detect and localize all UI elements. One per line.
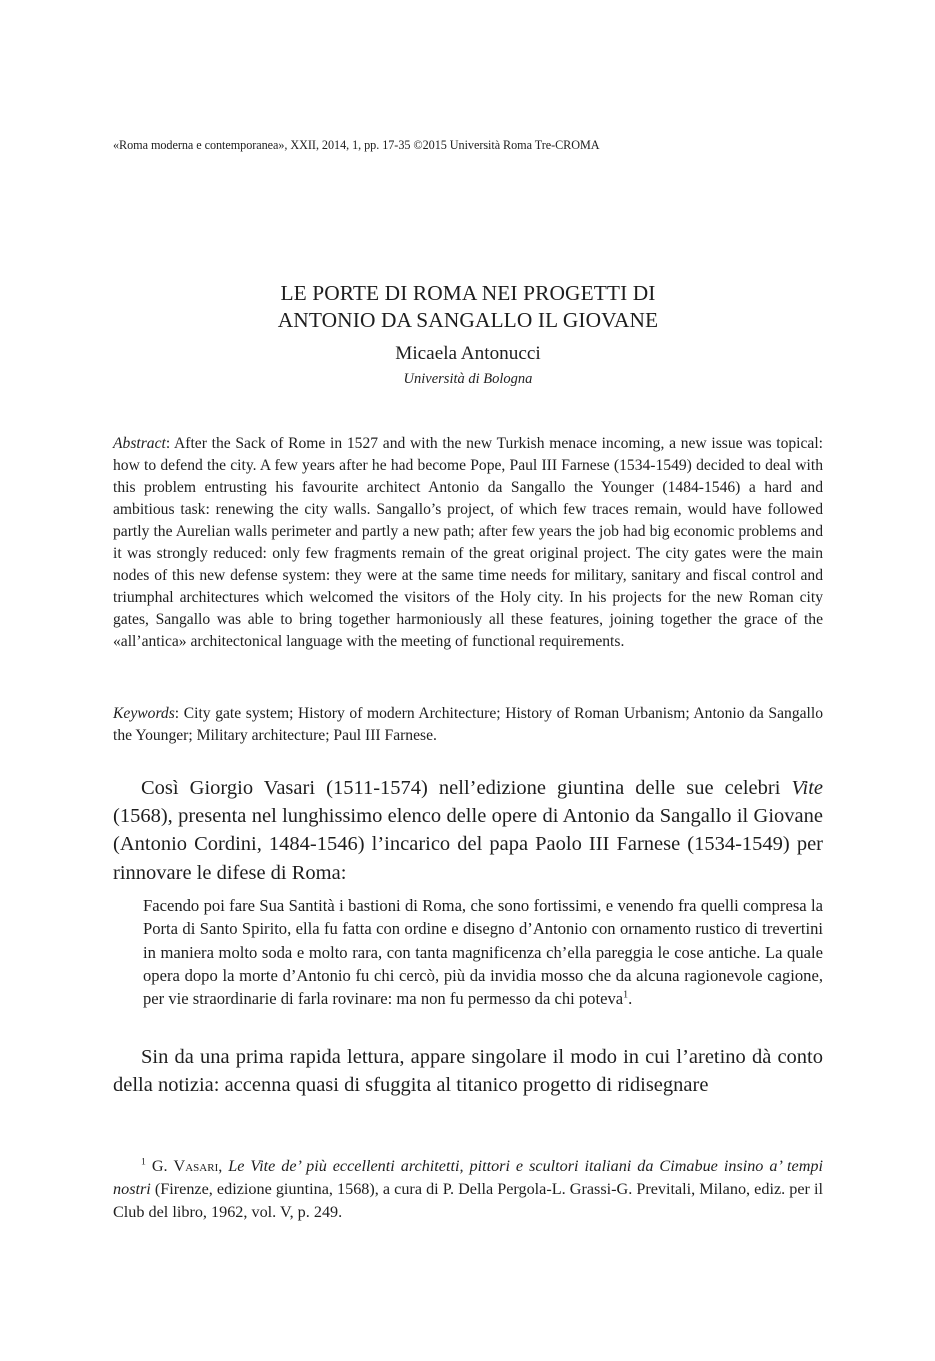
journal-citation-header: «Roma moderna e contemporanea», XXII, 2014, 1, pp. 17-35 ©2015 Università Roma Tre-CROMA bbox=[113, 138, 600, 152]
quote-end: . bbox=[628, 989, 633, 1009]
footnote-separator: , bbox=[218, 1157, 229, 1175]
author-affiliation: Università di Bologna bbox=[403, 371, 533, 387]
footnote-author-surname: Vasari bbox=[173, 1157, 219, 1175]
keywords bbox=[113, 703, 823, 747]
footnote-ref-1[interactable]: 1 bbox=[623, 989, 629, 1001]
article-title bbox=[113, 280, 823, 334]
keywords-label: Keywords bbox=[113, 705, 175, 722]
quote-text: Facendo poi fare Sua Santità i bastioni di Roma, che sono fortissimi, e venendo fra quelli compresa la Porta di Santo Spirito, ella fu fatta con ordine e disegno d’Antonio con ornamento rustico di trevertini in maniera molto soda e molto rara, con tanta magnificenza ch’ella pareggia le cose antiche. La quale opera dopo la morte d’Antonio fu chi cercò, più da invidia mosso che da alcuna ragionevole cagione, per vie straordinarie di farla rovinare: ma non fu permesso da chi poteva bbox=[143, 896, 823, 1009]
keywords-text: : City gate system; History of modern Architecture; History of Roman Urbanism; Antonio da Sangallo the Younger; Military architecture; Paul III Farnese. bbox=[113, 705, 823, 744]
footnote-rest: (Firenze, edizione giuntina, 1568), a cura di P. Della Pergola-L. Grassi-G. Previtali, Milano, ediz. per il Club del libro, 1962, vol. V, p. 249. bbox=[113, 1180, 823, 1221]
author-name: Micaela Antonucci bbox=[395, 343, 541, 364]
body-paragraph-1 bbox=[113, 774, 823, 887]
footnote-1 bbox=[113, 1155, 823, 1224]
footnote-number: 1 bbox=[141, 1156, 146, 1168]
footnote-author-initial: G. bbox=[151, 1157, 174, 1175]
abstract-label: Abstract bbox=[113, 435, 166, 452]
block-quote bbox=[143, 894, 823, 1010]
abstract-text: : After the Sack of Rome in 1527 and with the new Turkish menace incoming, a new issue was topical: how to defend the city. A few years after he had become Pope, Paul III Farnese (1534-1549) decided to deal with this problem entrusting his favourite architect Antonio da Sangallo the Younger (1484-1546) a hard and ambitious task: renewing the city walls. Sangallo’s project, of which few traces remain, would have followed partly the Aurelian walls perimeter and partly a new path; after few years the job had big economic problems and it was strongly reduced: only few fragments remain of the great original project. The city gates were the main nodes of this new defense system: they were at the same time needs for military, sanitary and fiscal control and triumphal architectures which welcomed the visitors of the Holy city. In his projects for the new Roman city gates, Sangallo was able to bring together harmoniously all these features, joining together the grace of the «all’antica» architectonical language with the meeting of functional requirements. bbox=[113, 435, 823, 650]
vite-title: Vite bbox=[791, 777, 823, 799]
body-paragraph-2: Sin da una prima rapida lettura, appare singolare il modo in cui l’aretino dà conto della notizia: accenna quasi di sfuggita al titanico progetto di ridisegnare bbox=[113, 1046, 823, 1097]
footnote-book-title: Le Vite de’ più eccellenti architetti, pittori e scultori italiani da Cimabue insino a’ tempi nostri bbox=[113, 1157, 823, 1198]
abstract bbox=[113, 433, 823, 653]
title-line-1: LE PORTE DI ROMA NEI PROGETTI DI bbox=[280, 281, 656, 305]
body-paragraph-1-text-b: (1568), presenta nel lunghissimo elenco delle opere di Antonio da Sangallo il Giovane (Antonio Cordini, 1484-1546) l’incarico del papa Paolo III Farnese (1534-1549) per rinnovare le difese di Roma: bbox=[113, 805, 823, 884]
body-paragraph-1-text-a: Così Giorgio Vasari (1511-1574) nell’edizione giuntina delle sue celebri bbox=[141, 777, 792, 799]
title-line-2: ANTONIO DA SANGALLO IL GIOVANE bbox=[277, 308, 659, 332]
